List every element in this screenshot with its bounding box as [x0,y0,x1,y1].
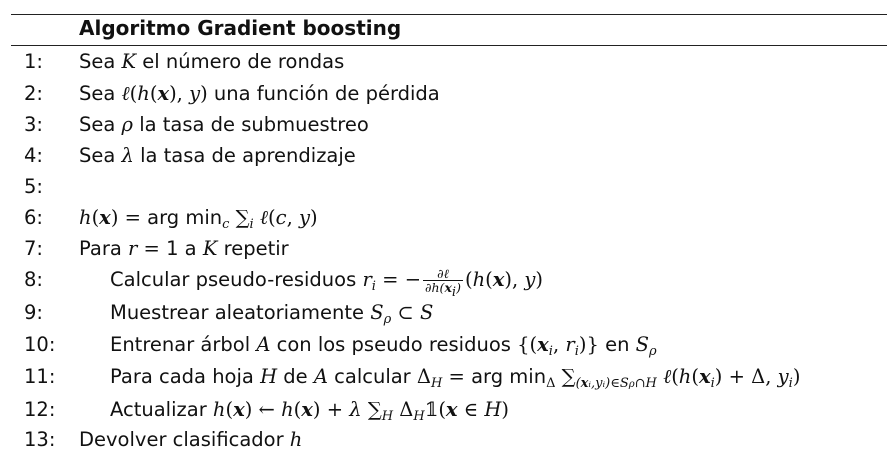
line-number: 11: [24,365,56,388]
top-rule [11,14,887,15]
algorithm-line-12 [11,395,887,425]
line-number: 7: [24,237,43,260]
line-number: 5: [24,175,43,198]
line-text: Entrenar árbol A con los pseudo residuos {($x_i$, $r_i$)} en $S_\rho$ [110,333,657,359]
title-rule [11,45,887,46]
algorithm-line-3 [11,110,887,140]
line-text: Calcular pseudo-residuos $r_i$ = − $\frac{\text{∂ℓ}}{\partial h(x_i)}$ (h(x), y) [110,266,544,300]
algorithm-line-6 [11,203,887,233]
line-number: 1: [24,50,43,73]
algorithm-line-2 [11,79,887,109]
line-text: Sea ℓ(h(x), y) una función de pérdida [79,82,440,105]
line-number: 10: [24,333,56,356]
line-number: 8: [24,268,43,291]
line-number: 9: [24,301,43,324]
line-text: Devolver clasificador h [79,428,303,451]
algorithm-line-7 [11,234,887,264]
line-text: h(x) = arg $\min_c \sum_i$ ℓ(c, y) [79,206,318,232]
line-number: 2: [24,82,43,105]
line-text: Muestrear aleatoriamente $S_\rho$ ⊂ S [110,301,434,327]
algorithm-line-11 [11,362,887,392]
algorithm-line-5 [11,172,887,202]
line-text: Sea ρ la tasa de submuestreo [79,113,369,136]
algorithm-title: Algoritmo Gradient boosting [79,16,402,40]
algorithm-line-13 [11,425,887,455]
line-number: 12: [24,398,56,421]
line-number: 4: [24,144,43,167]
algorithm-box [11,0,887,460]
algorithm-line-8 [11,265,887,300]
line-number: 13: [24,428,56,451]
line-number: 3: [24,113,43,136]
line-text: Para r = 1 a K repetir [79,237,289,260]
partial-derivative-fraction: $\frac{\text{∂ℓ}}{\partial h(x_i)}$ [425,266,461,300]
line-text: Sea K el número de rondas [79,50,345,73]
line-number: 6: [24,206,43,229]
line-text: Sea λ la tasa de aprendizaje [79,144,356,167]
algorithm-line-10 [11,330,887,360]
algorithm-line-9 [11,298,887,328]
line-text: Para cada hoja H de A calcular $\Delta_H$ = arg $\min_\Delta \sum_{(xᵢ,yᵢ)\in S\rho\cap H}$ $\ell(h(x_i) + \Delta$, $y_i$) [110,365,801,391]
algorithm-line-1 [11,47,887,77]
algorithm-line-4 [11,141,887,171]
line-text: Actualizar h(x) ← h(x) + λ $\sum_H$ $\Delta_H𝟙(x$ ∈ H) [110,398,510,424]
